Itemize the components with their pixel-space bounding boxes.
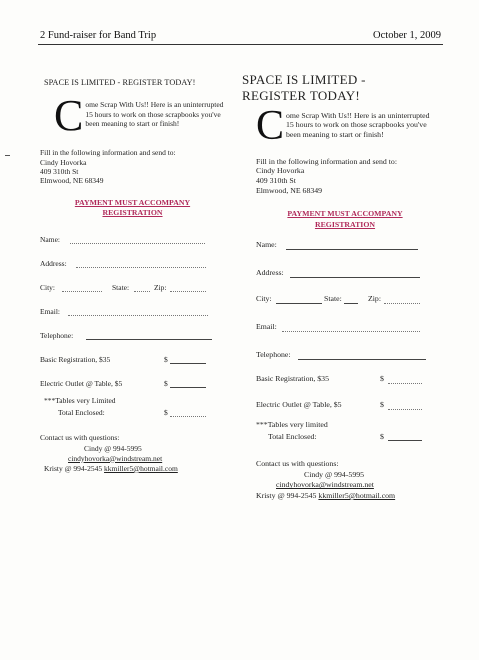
left-addr-city: Elmwood, NE 68349 xyxy=(40,176,104,186)
left-cindy-email[interactable]: cindyhovorka@windstream.net xyxy=(68,453,163,463)
left-name-field[interactable] xyxy=(40,224,225,248)
right-email-field[interactable] xyxy=(256,308,448,336)
left-pay-line1: PAYMENT MUST ACCOMPANY xyxy=(74,197,191,207)
left-pay-line2: REGISTRATION xyxy=(102,207,163,217)
left-city-field[interactable] xyxy=(40,272,225,296)
left-dropcap: C xyxy=(54,91,84,141)
right-outlet-dollar: $ xyxy=(380,399,384,409)
right-title xyxy=(242,72,448,105)
right-email-label: Email: xyxy=(256,321,277,331)
left-basic-field[interactable] xyxy=(40,344,225,368)
right-contact-heading: Contact us with questions: xyxy=(256,459,339,469)
header-rule xyxy=(38,44,443,45)
left-total-dollar: $ xyxy=(164,408,168,417)
right-addr-city: Elmwood, NE 68349 xyxy=(256,185,323,195)
right-contact-cindy: Cindy @ 994-5995 xyxy=(304,469,365,479)
right-title-line2: REGISTER TODAY! xyxy=(242,88,361,104)
left-email-label: Email: xyxy=(40,306,60,316)
right-phone-field[interactable] xyxy=(256,336,448,364)
left-address-block xyxy=(40,158,225,186)
right-cindy-email[interactable]: cindyhovorka@windstream.net xyxy=(276,480,374,490)
left-intro xyxy=(54,91,224,141)
right-outlet-label: Electric Outlet @ Table, $5 xyxy=(256,399,342,409)
right-tables-note: ***Tables very limited xyxy=(256,419,328,429)
right-title-line1: SPACE IS LIMITED - xyxy=(242,72,366,87)
left-kristy-line xyxy=(44,464,225,474)
right-address-field[interactable] xyxy=(256,254,448,282)
right-addr-street: 409 310th St xyxy=(256,175,296,185)
right-dropcap: C xyxy=(256,102,285,149)
right-city-field[interactable] xyxy=(256,282,448,308)
right-basic-dollar: $ xyxy=(380,373,384,383)
right-basic-field[interactable] xyxy=(256,364,448,388)
right-intro-text: ome Scrap With Us!! Here is an uninterrupted 15 hours to work on those scrapbooks you've been meaning to start or finish! xyxy=(286,110,430,139)
left-send-to: Fill in the following information and send to: xyxy=(40,148,176,158)
left-state-line[interactable] xyxy=(134,291,150,292)
right-name-label: Name: xyxy=(256,239,277,249)
right-basic-label: Basic Registration, $35 xyxy=(256,373,329,383)
right-outlet-field[interactable] xyxy=(256,388,448,414)
left-city-line[interactable] xyxy=(62,291,102,292)
right-contact xyxy=(256,459,448,501)
left-contact-heading: Contact us with questions: xyxy=(40,433,120,443)
left-total-line[interactable] xyxy=(170,416,206,417)
right-address-label: Address: xyxy=(256,267,284,277)
right-intro xyxy=(256,102,436,149)
right-form xyxy=(242,72,448,501)
left-tables-note: ***Tables very Limited xyxy=(44,396,116,405)
left-contact-cindy: Cindy @ 994-5995 xyxy=(84,443,142,453)
header-date: October 1, 2009 xyxy=(373,30,441,41)
right-address-block xyxy=(256,166,448,195)
left-addr-name: Cindy Hovorka xyxy=(40,157,87,167)
right-contact-kristy: Kristy @ 994-2545 xyxy=(256,490,317,500)
left-basic-dollar: $ xyxy=(164,354,168,364)
left-outlet-label: Electric Outlet @ Table, $5 xyxy=(40,378,123,388)
scan-mark xyxy=(5,155,10,156)
left-outlet-dollar: $ xyxy=(164,378,168,388)
right-total-line[interactable] xyxy=(388,440,422,441)
left-address-label: Address: xyxy=(40,258,67,268)
right-outlet-line[interactable] xyxy=(388,409,422,410)
right-city-line[interactable] xyxy=(276,303,322,304)
right-city-label: City: xyxy=(256,293,272,303)
left-contact xyxy=(40,433,225,474)
left-name-line[interactable] xyxy=(70,243,205,244)
left-zip-line[interactable] xyxy=(170,291,206,292)
left-total-label: Total Enclosed: xyxy=(58,408,105,417)
right-address-line[interactable] xyxy=(290,277,420,278)
right-basic-line[interactable] xyxy=(388,383,422,384)
left-payment-notice xyxy=(40,198,225,218)
right-payment-notice xyxy=(242,209,448,229)
right-pay-line1: PAYMENT MUST ACCOMPANY xyxy=(287,209,403,219)
left-state-label: State: xyxy=(112,282,130,292)
right-phone-label: Telephone: xyxy=(256,349,291,359)
left-outlet-field[interactable] xyxy=(40,368,225,392)
header-left: 2 Fund-raiser for Band Trip xyxy=(40,30,157,41)
right-send-to: Fill in the following information and send to: xyxy=(256,156,397,166)
right-fields xyxy=(256,230,448,502)
left-total-field[interactable] xyxy=(40,405,225,419)
right-kristy-email[interactable]: kkmiller5@hotmail.com xyxy=(318,490,396,500)
right-pay-line2: REGISTRATION xyxy=(314,219,376,229)
left-city-label: City: xyxy=(40,282,56,292)
right-state-line[interactable] xyxy=(344,303,358,304)
right-kristy-line xyxy=(256,491,448,502)
right-email-line[interactable] xyxy=(282,331,420,332)
left-intro-text: ome Scrap With Us!! Here is an uninterrupted 15 hours to work on those scrapbooks you've been meaning to start or finish! xyxy=(85,100,224,128)
left-title: SPACE IS LIMITED - REGISTER TODAY! xyxy=(44,78,196,87)
left-name-label: Name: xyxy=(40,234,60,244)
left-phone-field[interactable] xyxy=(40,320,225,344)
right-name-field[interactable] xyxy=(256,230,448,254)
left-kristy-email[interactable]: kkmiller5@hotmail.com xyxy=(104,463,178,473)
left-email-line[interactable] xyxy=(68,315,208,316)
left-outlet-line[interactable] xyxy=(170,387,206,388)
left-zip-label: Zip: xyxy=(154,282,167,292)
left-contact-kristy: Kristy @ 994-2545 xyxy=(44,463,103,473)
left-basic-label: Basic Registration, $35 xyxy=(40,354,111,364)
right-state-label: State: xyxy=(324,293,342,303)
left-phone-label: Telephone: xyxy=(40,330,74,340)
right-name-line[interactable] xyxy=(286,249,418,250)
right-total-dollar: $ xyxy=(380,431,384,441)
left-form xyxy=(40,78,225,474)
left-email-field[interactable] xyxy=(40,296,225,320)
right-total-field[interactable] xyxy=(256,429,448,443)
right-zip-line[interactable] xyxy=(384,303,420,304)
right-zip-label: Zip: xyxy=(368,293,381,303)
left-basic-line[interactable] xyxy=(170,363,206,364)
left-phone-line[interactable] xyxy=(86,339,212,340)
left-addr-street: 409 310th St xyxy=(40,167,79,176)
right-phone-line[interactable] xyxy=(298,359,426,360)
left-address-field[interactable] xyxy=(40,248,225,272)
right-addr-name: Cindy Hovorka xyxy=(256,166,305,176)
right-total-label: Total Enclosed: xyxy=(268,431,317,441)
left-address-line[interactable] xyxy=(76,267,206,268)
